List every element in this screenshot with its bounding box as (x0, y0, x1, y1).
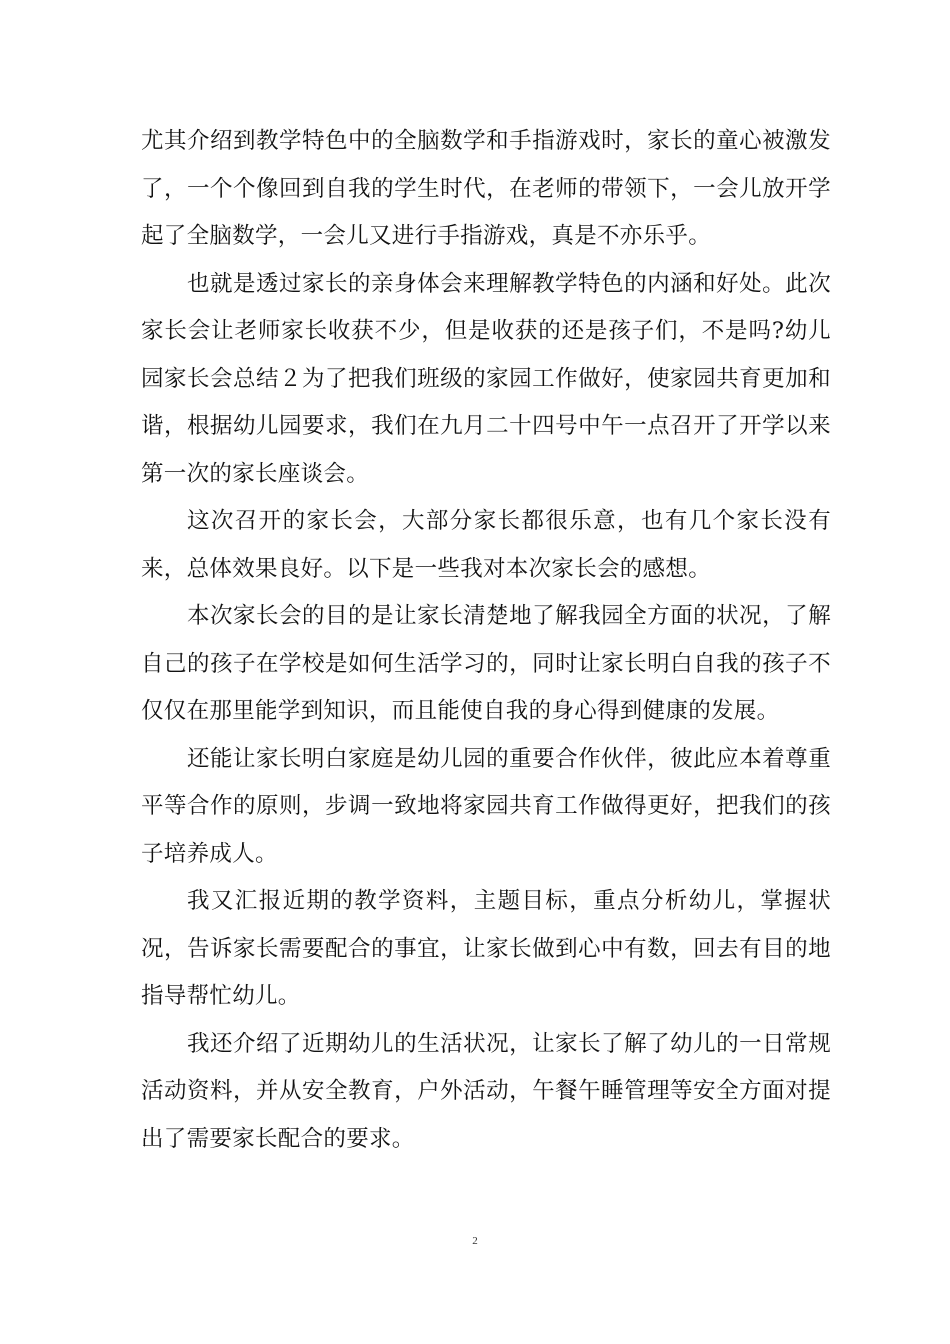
paragraph-4: 本次家长会的目的是让家长清楚地了解我园全方面的状况，了解自己的孩子在学校是如何生活学习的，同时让家长明白自我的孩子不仅仅在那里能学到知识，而且能使自我的身心得到健康的发展。 (141, 603, 831, 724)
page-number: 2 (472, 1235, 478, 1247)
paragraph-7: 我还介绍了近期幼儿的生活状况，让家长了解了幼儿的一日常规活动资料，并从安全教育，户外活动，午餐午睡管理等安全方面对提出了需要家长配合的要求。 (141, 1030, 831, 1152)
paragraph-2: 也就是透过家长的亲身体会来理解教学特色的内涵和好处。此次家长会让老师家长收获不少，但是收获的还是孩子们，不是吗?幼儿园家长会总结２为了把我们班级的家园工作做好，使家园共育更加和谐，根据幼儿园要求，我们在九月二十四号中午一点召开了开学以来第一次的家长座谈会。 (141, 270, 831, 487)
paragraph-1: 尤其介绍到教学特色中的全脑数学和手指游戏时，家长的童心被激发了，一个个像回到自我的学生时代，在老师的带领下，一会儿放开学起了全脑数学，一会儿又进行手指游戏，真是不亦乐乎。 (141, 128, 831, 249)
paragraph-5: 还能让家长明白家庭是幼儿园的重要合作伙伴，彼此应本着尊重平等合作的原则，步调一致地将家园共育工作做得更好，把我们的孩子培养成人。 (141, 745, 831, 867)
document-body (141, 118, 831, 1163)
paragraph-6: 我又汇报近期的教学资料，主题目标，重点分析幼儿，掌握状况，告诉家长需要配合的事宜，让家长做到心中有数，回去有目的地指导帮忙幼儿。 (141, 888, 831, 1009)
paragraph-3: 这次召开的家长会，大部分家长都很乐意，也有几个家长没有来，总体效果良好。以下是一些我对本次家长会的感想。 (141, 508, 831, 582)
